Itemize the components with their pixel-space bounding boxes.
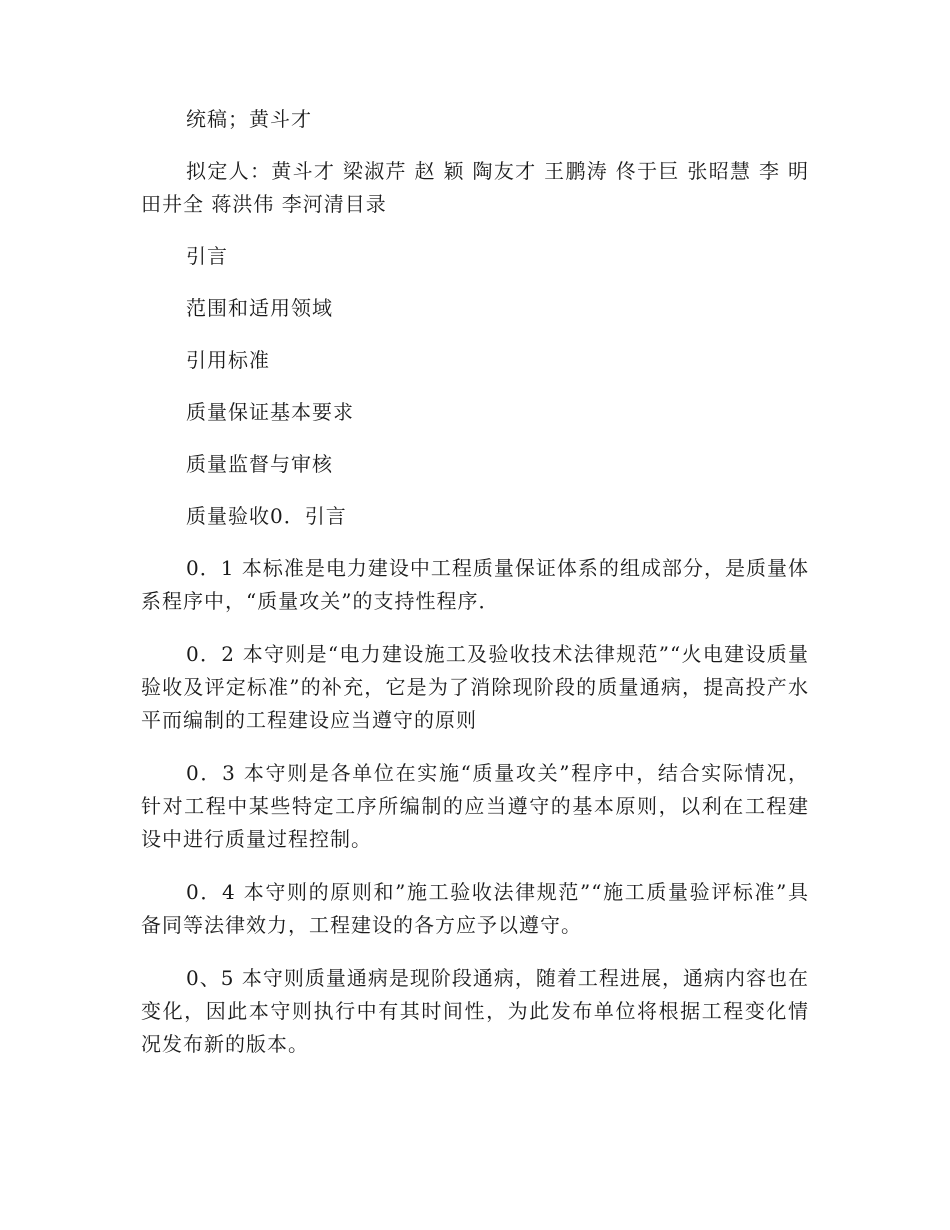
clause-0-2: 0．2 本守则是“电力建设施工及验收技术法律规范”“火电建设质量验收及评定标准”的补充，它是为了消除现阶段的质量通病，提高投产水平而编制的工程建设应当遵守的原则	[141, 642, 809, 732]
compiler-line: 统稿；黄斗才	[186, 107, 312, 131]
clause-0-1: 0．1 本标准是电力建设中工程质量保证体系的组成部分，是质量体系程序中，“质量攻关”的支持性程序．	[141, 556, 809, 613]
toc-item-quality-acceptance: 质量验收0．引言	[186, 504, 347, 528]
toc-item-scope: 范围和适用领域	[186, 296, 333, 320]
toc-item-quality-supervision: 质量监督与审核	[186, 452, 333, 476]
toc-item-referenced-standards: 引用标准	[186, 348, 270, 372]
clause-0-4: 0．4 本守则的原则和”施工验收法律规范”“施工质量验评标准”具备同等法律效力，工程建设的各方应予以遵守。	[141, 880, 809, 937]
clause-0-5: 0、5 本守则质量通病是现阶段通病，随着工程进展，通病内容也在变化，因此本守则执行中有其时间性，为此发布单位将根据工程变化情况发布新的版本。	[141, 966, 809, 1056]
drafters-line: 拟定人：黄斗才 梁淑芹 赵 颖 陶友才 王鹏涛 佟于巨 张昭慧 李 明 田井全 蒋洪伟 李河清目录	[141, 159, 809, 216]
toc-item-quality-requirements: 质量保证基本要求	[186, 400, 354, 424]
toc-item-introduction: 引言	[186, 244, 228, 268]
clause-0-3: 0．3 本守则是各单位在实施“质量攻关”程序中，结合实际情况，针对工程中某些特定工序所编制的应当遵守的基本原则，以利在工程建设中进行质量过程控制。	[141, 761, 809, 851]
document-body	[141, 103, 809, 1061]
